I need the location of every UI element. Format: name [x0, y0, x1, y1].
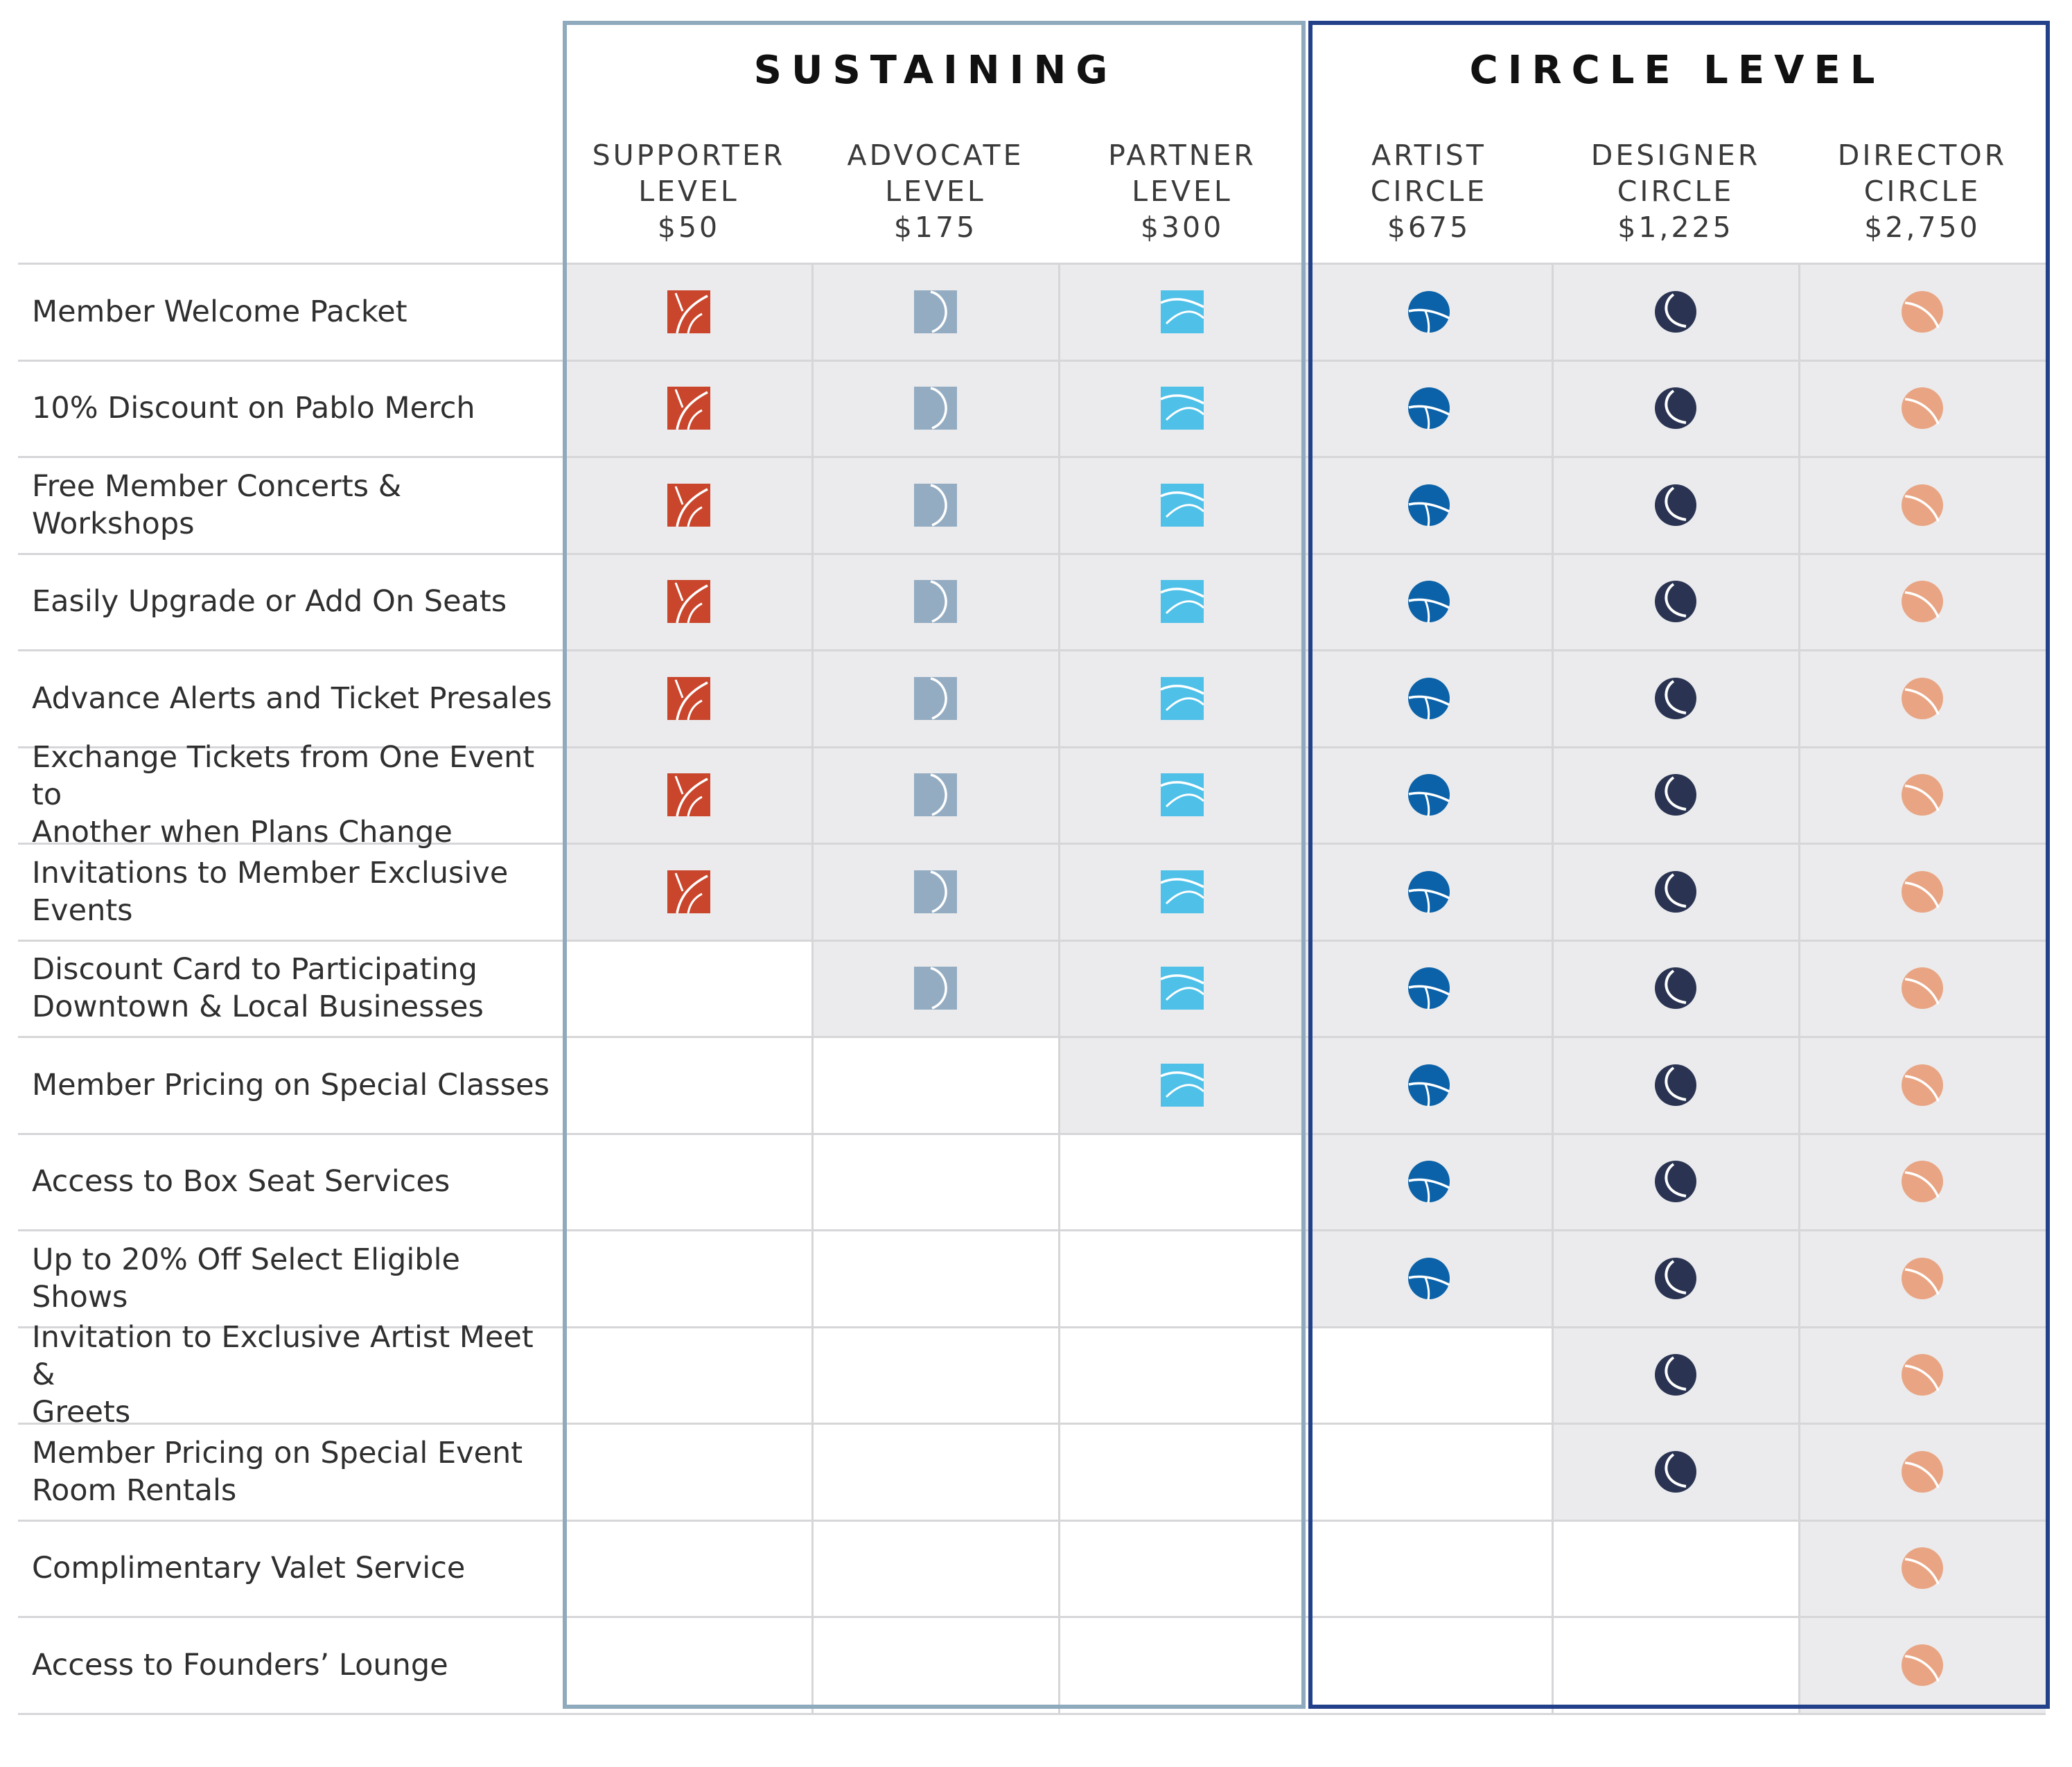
- benefit-label: [32, 940, 559, 1037]
- circle-level-title: CIRCLE LEVEL: [1469, 48, 1885, 93]
- navy-circle-crescent-icon: [1654, 677, 1697, 720]
- benefit-label: [32, 1320, 559, 1430]
- benefit-label: [32, 457, 559, 553]
- navy-circle-crescent-icon: [1654, 580, 1697, 623]
- benefit-label: [32, 1037, 559, 1133]
- benefit-label-text: [32, 1163, 450, 1200]
- peach-circle-stripe-icon: [1901, 387, 1944, 430]
- peach-circle-stripe-icon: [1901, 1257, 1944, 1300]
- benefit-label: [32, 1423, 559, 1520]
- peach-circle-stripe-icon: [1901, 1064, 1944, 1107]
- benefit-label-text: [32, 583, 507, 620]
- benefit-label-text: [32, 1434, 523, 1509]
- column-header-line1: ADVOCATE: [847, 139, 1024, 172]
- column-header-line2: LEVEL: [1132, 175, 1233, 208]
- column-header-partner: [1059, 137, 1306, 245]
- benefit-label-text: [32, 680, 552, 717]
- benefit-label: [32, 263, 559, 360]
- benefit-label-line: Another when Plans Change: [32, 815, 453, 850]
- benefit-label-line: Downtown & Local Businesses: [32, 990, 484, 1024]
- column-header-line2: LEVEL: [885, 175, 986, 208]
- benefit-label-line: Access to Founders’ Lounge: [32, 1647, 448, 1682]
- peach-circle-stripe-icon: [1901, 1547, 1944, 1590]
- slate-blue-square-crescent-icon: [914, 773, 957, 816]
- peach-circle-stripe-icon: [1901, 580, 1944, 623]
- benefit-label-line: Shows: [32, 1279, 128, 1315]
- blue-circle-arc-icon: [1407, 1064, 1450, 1107]
- navy-circle-crescent-icon: [1654, 1257, 1697, 1300]
- benefit-label-line: Advance Alerts and Ticket Presales: [32, 680, 552, 716]
- blue-circle-arc-icon: [1407, 1257, 1450, 1300]
- slate-blue-square-crescent-icon: [914, 870, 957, 913]
- navy-circle-crescent-icon: [1654, 387, 1697, 430]
- sky-blue-square-wave-icon: [1161, 773, 1204, 816]
- slate-blue-square-crescent-icon: [914, 580, 957, 623]
- sky-blue-square-wave-icon: [1161, 1064, 1204, 1107]
- column-header-supporter: [565, 137, 812, 245]
- blue-circle-arc-icon: [1407, 580, 1450, 623]
- benefit-label-text: [32, 389, 475, 427]
- peach-circle-stripe-icon: [1901, 290, 1944, 333]
- blue-circle-arc-icon: [1407, 870, 1450, 913]
- column-header-designer: [1552, 137, 1799, 245]
- sky-blue-square-wave-icon: [1161, 580, 1204, 623]
- benefit-label-text: [32, 1549, 465, 1587]
- column-header-advocate: [812, 137, 1059, 245]
- benefit-label: [32, 843, 559, 940]
- orange-red-square-arc-icon: [667, 387, 710, 430]
- navy-circle-crescent-icon: [1654, 1160, 1697, 1203]
- benefit-label: [32, 1134, 559, 1230]
- benefit-label-text: [32, 1066, 550, 1104]
- navy-circle-crescent-icon: [1654, 870, 1697, 913]
- blue-circle-arc-icon: [1407, 387, 1450, 430]
- column-header-price: $175: [893, 211, 978, 244]
- column-header-line1: ARTIST: [1371, 139, 1486, 172]
- column-header-director: [1799, 137, 2046, 245]
- benefit-label-line: Easily Upgrade or Add On Seats: [32, 584, 507, 619]
- column-header-price: $1,225: [1617, 211, 1734, 244]
- slate-blue-square-crescent-icon: [914, 290, 957, 333]
- column-header-line1: SUPPORTER: [592, 139, 786, 172]
- slate-blue-square-crescent-icon: [914, 387, 957, 430]
- benefit-label-line: Free Member Concerts &: [32, 468, 402, 504]
- benefit-label-line: Member Pricing on Special Event: [32, 1435, 523, 1470]
- sky-blue-square-wave-icon: [1161, 484, 1204, 527]
- column-header-line2: CIRCLE: [1370, 175, 1488, 208]
- benefit-label-text: [32, 1646, 448, 1684]
- blue-circle-arc-icon: [1407, 290, 1450, 333]
- benefit-label-text: [32, 951, 484, 1026]
- slate-blue-square-crescent-icon: [914, 967, 957, 1010]
- blue-circle-arc-icon: [1407, 1160, 1450, 1203]
- benefit-label-text: [32, 739, 559, 851]
- sky-blue-square-wave-icon: [1161, 870, 1204, 913]
- navy-circle-crescent-icon: [1654, 1064, 1697, 1107]
- sustaining-group-frame: [563, 21, 1306, 1709]
- benefit-label-line: Discount Card to Participating: [32, 952, 477, 987]
- peach-circle-stripe-icon: [1901, 484, 1944, 527]
- column-header-line2: LEVEL: [638, 175, 739, 208]
- blue-circle-arc-icon: [1407, 967, 1450, 1010]
- benefit-label: [32, 650, 559, 746]
- benefit-label-line: Access to Box Seat Services: [32, 1164, 450, 1199]
- column-header-line2: CIRCLE: [1863, 175, 1981, 208]
- benefit-label-line: Member Welcome Packet: [32, 294, 407, 329]
- benefit-label-line: Invitation to Exclusive Artist Meet &: [32, 1320, 534, 1392]
- column-header-line1: PARTNER: [1108, 139, 1256, 172]
- peach-circle-stripe-icon: [1901, 870, 1944, 913]
- sustaining-title: SUSTAINING: [753, 48, 1118, 93]
- benefit-label-line: 10% Discount on Pablo Merch: [32, 391, 475, 425]
- benefit-label: [32, 554, 559, 650]
- peach-circle-stripe-icon: [1901, 1353, 1944, 1396]
- benefit-label-line: Up to 20% Off Select Eligible: [32, 1242, 460, 1277]
- benefit-label-line: Complimentary Valet Service: [32, 1551, 466, 1585]
- benefit-label-text: [32, 468, 401, 543]
- benefit-label-line: Workshops: [32, 506, 195, 541]
- benefit-label: [32, 1230, 559, 1326]
- sky-blue-square-wave-icon: [1161, 290, 1204, 333]
- orange-red-square-arc-icon: [667, 484, 710, 527]
- benefit-label: [32, 1617, 559, 1713]
- column-header-line1: DESIGNER: [1590, 139, 1761, 172]
- benefit-label: [32, 360, 559, 457]
- benefit-label-line: Room Rentals: [32, 1472, 237, 1508]
- column-header-artist: [1306, 137, 1552, 245]
- navy-circle-crescent-icon: [1654, 484, 1697, 527]
- sky-blue-square-wave-icon: [1161, 387, 1204, 430]
- benefit-label-line: Member Pricing on Special Classes: [32, 1067, 550, 1102]
- blue-circle-arc-icon: [1407, 484, 1450, 527]
- sky-blue-square-wave-icon: [1161, 967, 1204, 1010]
- orange-red-square-arc-icon: [667, 580, 710, 623]
- column-header-line1: DIRECTOR: [1837, 139, 2008, 172]
- column-header-line2: CIRCLE: [1617, 175, 1735, 208]
- orange-red-square-arc-icon: [667, 677, 710, 720]
- benefit-label-line: Events: [32, 893, 133, 928]
- peach-circle-stripe-icon: [1901, 773, 1944, 816]
- blue-circle-arc-icon: [1407, 677, 1450, 720]
- peach-circle-stripe-icon: [1901, 967, 1944, 1010]
- sky-blue-square-wave-icon: [1161, 677, 1204, 720]
- navy-circle-crescent-icon: [1654, 1353, 1697, 1396]
- blue-circle-arc-icon: [1407, 773, 1450, 816]
- column-header-price: $300: [1140, 211, 1224, 244]
- navy-circle-crescent-icon: [1654, 290, 1697, 333]
- orange-red-square-arc-icon: [667, 773, 710, 816]
- benefit-label-line: Invitations to Member Exclusive: [32, 855, 509, 890]
- peach-circle-stripe-icon: [1901, 677, 1944, 720]
- navy-circle-crescent-icon: [1654, 773, 1697, 816]
- benefit-label: [32, 1520, 559, 1617]
- peach-circle-stripe-icon: [1901, 1160, 1944, 1203]
- navy-circle-crescent-icon: [1654, 967, 1697, 1010]
- slate-blue-square-crescent-icon: [914, 484, 957, 527]
- benefit-label-line: Exchange Tickets from One Event to: [32, 740, 535, 812]
- benefit-label: [32, 740, 559, 850]
- benefit-label-text: [32, 854, 508, 929]
- benefit-label-text: [32, 293, 407, 331]
- orange-red-square-arc-icon: [667, 870, 710, 913]
- peach-circle-stripe-icon: [1901, 1450, 1944, 1493]
- navy-circle-crescent-icon: [1654, 1450, 1697, 1493]
- benefit-label-line: Greets: [32, 1395, 131, 1430]
- benefit-label-text: [32, 1319, 559, 1431]
- column-header-price: $50: [657, 211, 721, 244]
- orange-red-square-arc-icon: [667, 290, 710, 333]
- column-header-price: $2,750: [1864, 211, 1981, 244]
- slate-blue-square-crescent-icon: [914, 677, 957, 720]
- column-header-price: $675: [1387, 211, 1471, 244]
- peach-circle-stripe-icon: [1901, 1644, 1944, 1687]
- benefit-label-text: [32, 1241, 460, 1316]
